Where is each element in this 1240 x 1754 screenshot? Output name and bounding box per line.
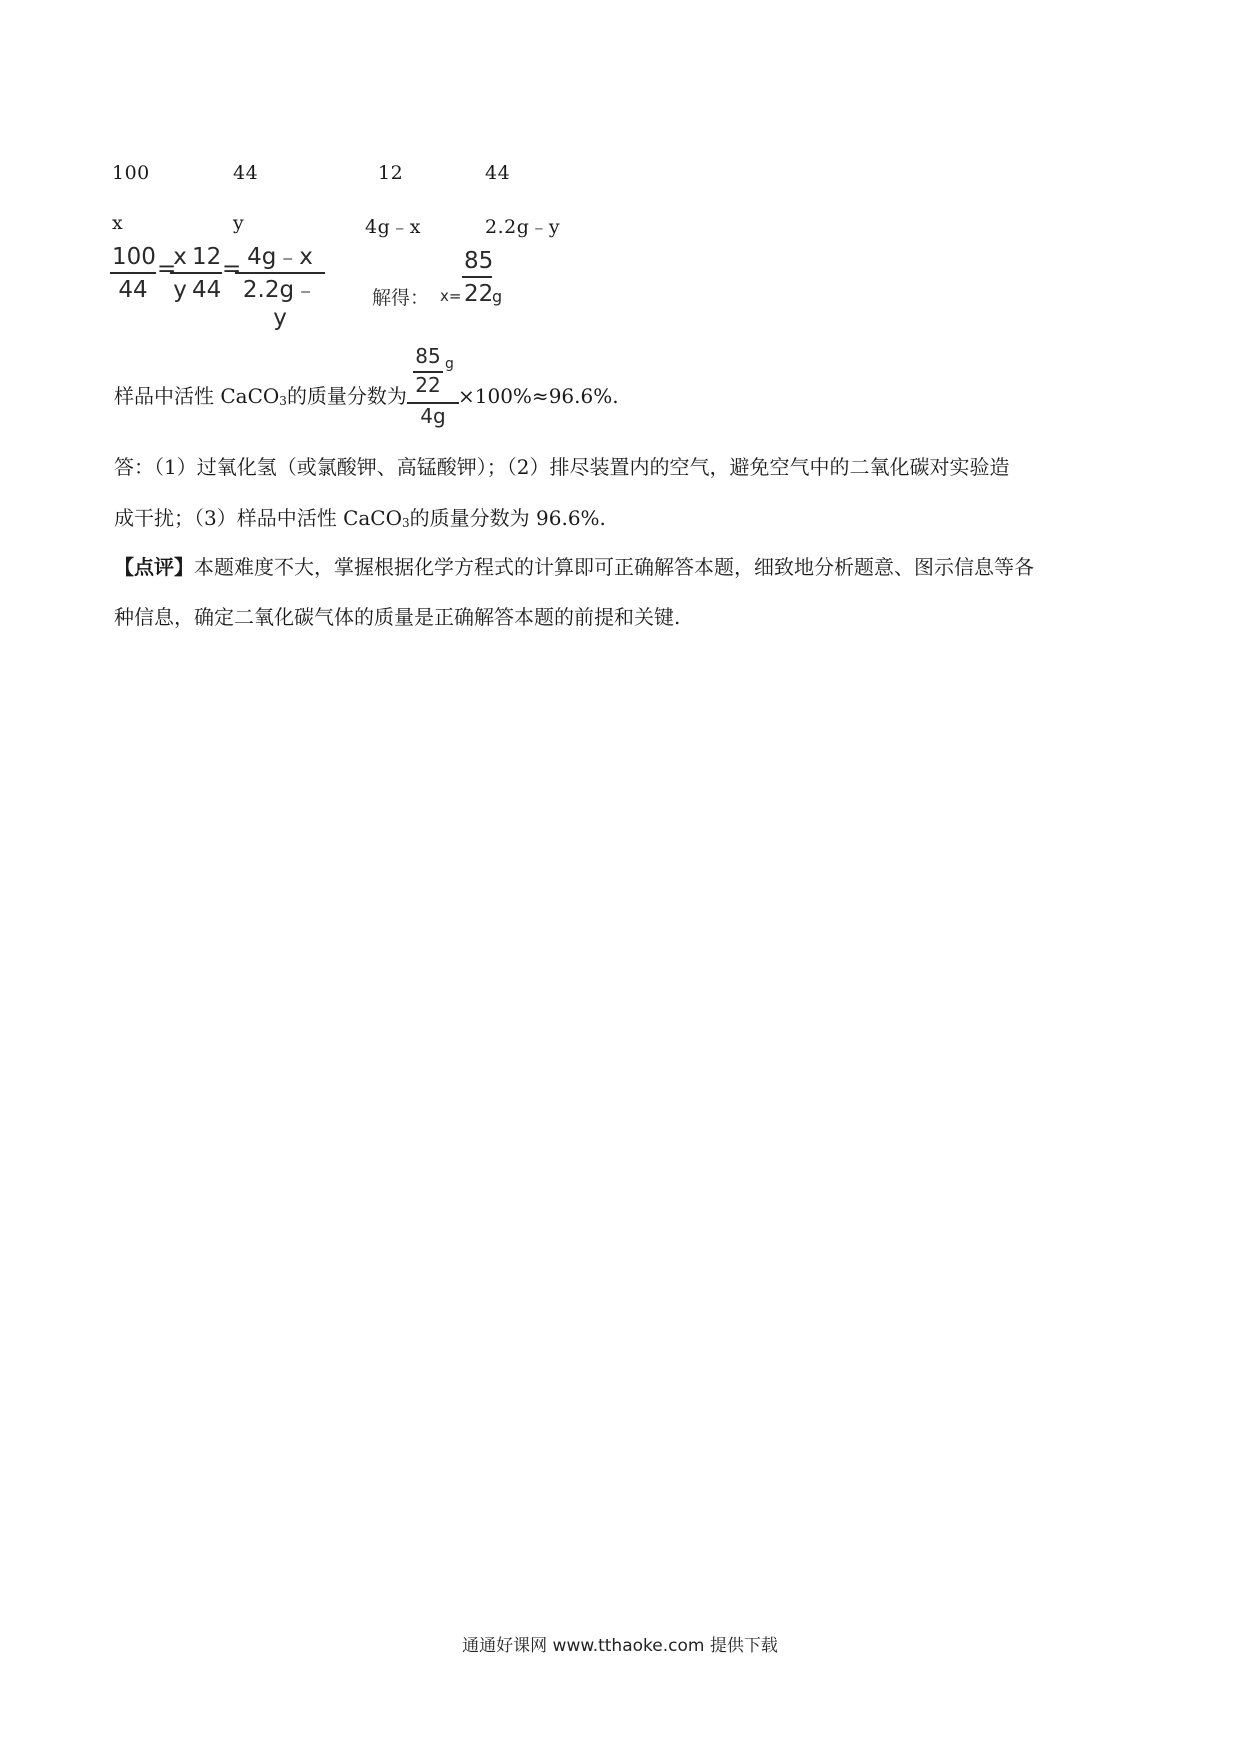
solution-unit: g <box>492 287 503 306</box>
ratio-outer-denominator: 4g <box>420 404 446 428</box>
comment-line-2: 种信息，确定二氧化碳气体的质量是正确解答本题的前提和关键. <box>114 605 681 629</box>
fraction-numerator: 85 <box>464 248 494 274</box>
fraction-numerator: x <box>173 244 187 270</box>
fraction-4g-x-over-2.2g-y <box>235 243 325 332</box>
fraction-denominator: 22 <box>464 281 494 307</box>
table-cell-r1c2: 44 <box>233 162 259 184</box>
table-cell-r1c3: 12 <box>378 162 404 184</box>
subscript-3: 3 <box>402 516 410 530</box>
fraction-bar <box>235 272 325 274</box>
ratio-inner-unit: g <box>445 356 454 372</box>
answer-line-2-end: 的质量分数为 96.6%. <box>409 506 606 530</box>
fraction-12-44 <box>190 243 222 304</box>
fraction-denominator: y <box>173 277 187 303</box>
table-cell-r2c4: 2.2g﹣y <box>485 216 561 238</box>
fraction-85-22 <box>462 247 492 308</box>
fraction-bar <box>170 272 190 274</box>
subscript-3: 3 <box>279 394 287 408</box>
table-cell-r1c4: 44 <box>485 162 511 184</box>
fraction-denominator: 44 <box>118 277 148 303</box>
fraction-numerator: 100 <box>112 244 156 270</box>
solution-x <box>372 247 532 309</box>
comment-text-1: 本题难度不大，掌握根据化学方程式的计算即可正确解答本题，细致地分析题意、图示信息等各 <box>194 555 1034 579</box>
fraction-bar <box>190 272 222 274</box>
fraction-100-44 <box>110 243 156 304</box>
fraction-numerator: 12 <box>192 244 222 270</box>
ratio-inner-numerator: 85 <box>415 344 441 368</box>
mass-fraction-text <box>114 381 407 416</box>
table-cell-r2c1: x <box>112 212 124 234</box>
fraction-bar <box>110 272 156 274</box>
page-footer: 通通好课网 www.tthaoke.com 提供下载 <box>462 1636 778 1656</box>
table-cell-r1c1: 100 <box>112 162 150 184</box>
fraction-denominator: 2.2g﹣y <box>242 277 318 331</box>
mass-fraction-ratio <box>405 344 455 432</box>
fraction-x-y <box>170 243 190 304</box>
mass-fraction-suffix: 的质量分数为 <box>286 384 407 408</box>
answer-line-2 <box>114 503 606 538</box>
ratio-inner-denominator: 22 <box>415 373 441 397</box>
comment-line-1 <box>114 552 1034 582</box>
fraction-denominator: 44 <box>192 277 222 303</box>
equals-sign: = <box>157 256 177 282</box>
mass-fraction-prefix: 样品中活性 CaCO <box>114 384 280 408</box>
proportion-equation <box>110 243 325 331</box>
table-cell-r2c3: 4g﹣x <box>365 216 421 238</box>
answer-line-1: 答：（1）过氧化氢（或氯酸钾、高锰酸钾）；（2）排尽装置内的空气，避免空气中的二氧化碳对实验造 <box>114 455 1010 479</box>
answer-line-2-start: 成干扰；（3）样品中活性 CaCO <box>114 506 403 530</box>
solution-label: 解得： <box>372 287 430 309</box>
fraction-numerator: 4g﹣x <box>247 244 313 270</box>
table-cell-r2c2: y <box>233 212 245 234</box>
comment-tag: 【点评】 <box>114 555 194 579</box>
mass-fraction-result: ×100%≈96.6%. <box>458 384 619 408</box>
fraction-bar <box>462 276 492 278</box>
equals-sign: = <box>222 256 242 282</box>
solution-x-equals: x= <box>440 287 462 305</box>
